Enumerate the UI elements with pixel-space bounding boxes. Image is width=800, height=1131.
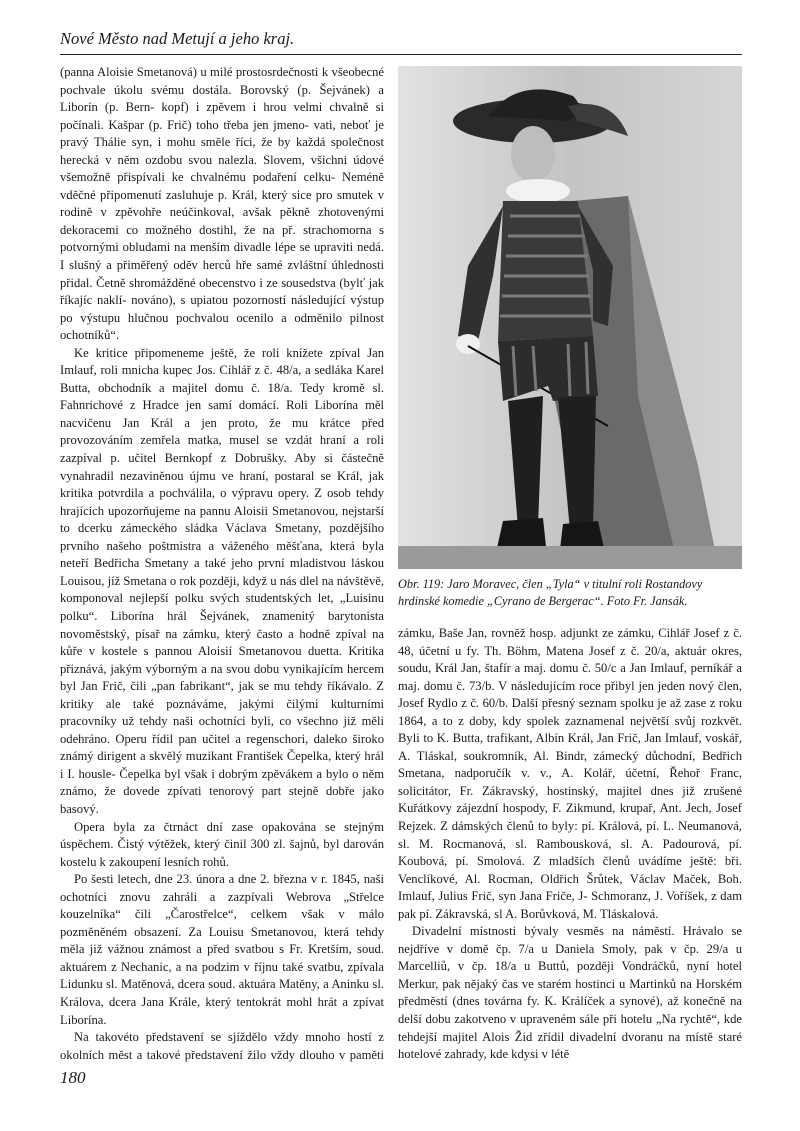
paragraph: zámku, Baše Jan, rovněž hosp. adjunkt ze zámku, Cihlář Josef z č. 48, účetní u fy. Th. Böhm, Matena Josef z č. 20/a, aktuár okres, soudu, Král Jan, štafír a maj. domu č. 50/c a Jan Imlauf, perníkář a maj. domu č. 73/b. V následujícím roce přibyl jen jeden nový člen, Josef Rydlo z č. 60/b. Další přesný seznam spolku je až zase z roku 1864, a to z doby, kdy spolek zaznamenal největší svůj rozkvět. Byli to K. Butta, trafikant, Albín Král, Jan Frič, Jan Imlauf, voskář, A. Tláskal, soukromník, Al. Bindr, zámecký důchodní, Bedřich Smetana, nadporučík v. v., A. Kolář, účetní, Řehoř Franc, solicitátor, Fr. Zákravský, hostinský, majitel dnes již zrušené Kuřátkovy zájezdní hospody, F. Zikmund, krupař, Ant. Jech, Josef Rejzek. Z dámských členů to byly: pí. Králová, pí. L. Neumanová, sl. M. Rocmanová, sl. Rambousková, sl. A. Padourová, pí. Koubová, pí. Smolová. Z mladších členů uvádíme ještě: bři. Venclíkové, Al. Rocman, Oldřich Šrůtek, Václav Maček, Boh. Imlauf, Julius Frič, syn Jana Friče, J- Schmoranz, J. Voříšek, z dam pak pí. Zákravská, sl A. Borůvková, M. Tláskalová. [398,626,742,921]
page-number: 180 [60,1068,86,1087]
left-column [60,64,384,1064]
paragraph: Ke kritice připomeneme ještě, že roli knížete zpíval Jan Imlauf, roli mnicha kupec Jos. Cihlář z č. 48/a, a sedláka Karel Butta, obchodník a majitel domu č. 18/a. Tedy kromě sl. Fahnrichové z Hradce jen samí domácí. Roli Liborína měl nacvičenu Jan Král a jen proto, že mu krátce před provozováním zemřela matka, musel se vzdát hraní a roli zazpíval p. učitel Bernkopf z Dobrušky. Aby si částečně vynahradil nezaviněnou újmu ve hraní, postaral se Král, jak kritika potvrdila a pochválila, o výpravu opery. Z osob tehdy hrajících upozorňujeme na pannu Aloisii Smetanovou, nejstarší to dcerku zámeckého sládka Václava Smetany, pozdějšího prvního našeho poštmistra a váženého měšťana, která byla neteří Bedřicha Smetany a také jeho první mladistvou láskou Louisou, jíž Smetana o rok později, když u nás dlel na návštěvě, komponoval nejlepší polku svých studentských let, „Luisinu polku“. Liborína hrál Šejvánek, znamenitý barytonista novoměstský, písař na zámku, který často a hodně zpíval na kůře v kostele s pannou Aloisií Smetanovou duetta. Kritika přiznává, jakým výborným a na svou dobu vynikajícím hercem byl Jan Frič, čili „pan fabrikant“, jak se mu tehdy říkávalo. Z kritiky ale také poznáváme, jakými čilými kulturními pracovníky už tehdy naši ochotníci byli, co všechno již měli odehráno. Operu řídil pan učitel a regenschori, daleko široko známý dirigent a skvělý muzikant František Čepelka, který hrál i I. housle- Čepelka byl však i dobrým zpěvákem a bylo o něm známo, že dovede zpívati tenorový part stejně dobře jako basový. [60,345,384,816]
paragraph: (panna Aloisie Smetanová) u milé prostosrdečnosti k všeobecné pochvale úkolu svému dostála. Borovský (p. Šejvánek) a Liborín (p. Bern- kopf) i zpěvem i hrou velmi chvalně si počínali. Kašpar (p. Frič) toho třeba jen jmeno- vati, neboť je pravý Thálie syn, i mohu směle říci, že by každá společnost herecká v něm ozdobu svou nalezla. Slovem, všichni údové všemožně přispívali ke chvalnému podaření celku- Neméně vděčné připomenutí zasluhuje p. Král, který sice pro smutek v rodině v zpěvohře neúčinkoval, avšak pěkně zhotovenými dekoracemi co možného dostihl, že na př. strachomorna s potvornými obludami na menším divadle lépe se upraviti nedá. I slušný a přiměřený oděv herců hře samé zvláštní úhlednosti přidal. Četně shromážděné obecenstvo i ze sousedstva (bylť jak říkajíc naklí- nováno), s upiatou pozorností následující výstup po výstupu hlučnou pochvalou ocenilo a odměnilo pilnost ochotníků“. [60,65,384,343]
paragraph: Na takovéto představení se sjíždělo vždy mnoho hostí z okolních měst a takové představení žilo vždy dlouho v paměti [60,1030,384,1062]
running-title: Nové Město nad Metují a jeho kraj. [60,28,742,55]
paragraph: Po šesti letech, dne 23. února a dne 2. března v r. 1845, naši ochotníci znovu zahráli a zazpívali Webrova „Střelce kouzelníka“ čili „Čarostřelce“, celkem však v málo pozměněném obsazení. Za Louisu Smetanovou, která tehdy měla již vážnou známost a před svatbou s Fr. Kretším, soud. aktuárem z Nechanic, a na podzim v říjnu také svatbu, zpívala Lidunku sl. Matěnová, dcera soud. aktuára Matěny, a Aninku sl. Králova, dcera Jana Krále, který tentokrát mohl hrát a zpívat Liborína. [60,872,384,1027]
paragraph: Divadelní místnosti bývaly vesměs na náměstí. Hrávalo se nejdříve v domě čp. 7/a u Daniela Smoly, pak v čp. 29/a u Marcelliů, v čp. 18/a u Buttů, později Vondráčků, nyní hotel Merkur, pak nějaký čas ve starém hostinci u Martinků na Horském předměstí (dnes továrna fy. K. Králíček a synové), až konečně na delší dobu zakotveno v upraveném sále při hotelu „Na rychtě“, kde tehdejší majitel Alois Žid zřídil divadelní dvoranu na místě staré hotelové zahrady, kde kdysi v létě [398,924,742,1062]
right-column [398,625,742,1065]
photo-illustration [398,66,742,569]
photo-cyrano [398,66,742,569]
paragraph: Opera byla za čtrnáct dní zase opakována se stejným úspěchem. Čistý výtěžek, který činil 300 zl. šajnů, byl darován kostelu k zakoupení lesních rohů. [60,819,384,869]
figure-caption: Obr. 119: Jaro Moravec, člen „Tyla“ v titulní roli Rostandovy hrdinské komedie „Cyrano de Bergerac“. Foto Fr. Jansák. [398,577,703,608]
